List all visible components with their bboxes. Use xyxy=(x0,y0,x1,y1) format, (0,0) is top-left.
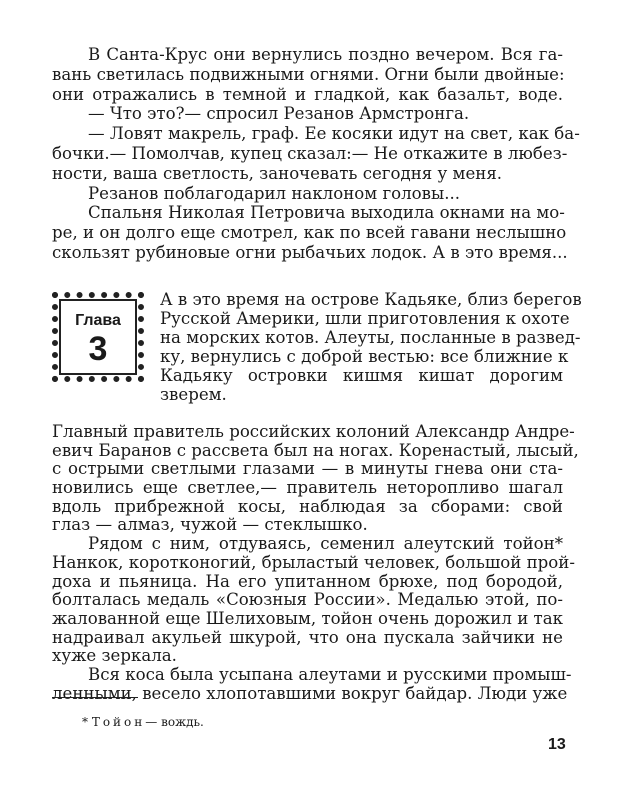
text-line: Рядом с ним, отдуваясь, семенил алеутский тойон* xyxy=(88,534,563,554)
page-number: 13 xyxy=(548,736,566,753)
text-line: Резанов поблагодарил наклоном головы... xyxy=(88,183,461,203)
footnote-term: Тойон xyxy=(91,715,146,729)
text-line: ленными, весело хлопотавшими вокруг байдар. Люди уже xyxy=(52,683,568,703)
text-line: доха и пьяница. На его упитанном брюхе, под бородой, xyxy=(52,571,563,591)
text-line: В Санта-Крус они вернулись поздно вечером. Вся га- xyxy=(88,45,563,64)
chapter-number: 3 xyxy=(88,330,108,368)
text-line: Кадьяку островки кишмя кишат дорогим xyxy=(160,366,563,385)
text-line: ку, вернулись с доброй вестью: все ближние к xyxy=(160,347,569,366)
text-line: скользят рубиновые огни рыбачьих лодок. А в это время... xyxy=(52,242,568,262)
text-line: — Ловят макрель, граф. Ее косяки идут на свет, как ба- xyxy=(88,124,580,144)
text-line: Спальня Николая Петровича выходила окнами на мо- xyxy=(88,203,565,223)
text-line: А в это время на острове Кадьяке, близ берегов xyxy=(160,290,582,309)
text-line: зверем. xyxy=(160,385,227,404)
chapter-label: Глава xyxy=(75,312,121,329)
text-line: вань светилась подвижными огнями. Огни были двойные: xyxy=(52,64,565,84)
chapter-heading-ornament xyxy=(52,292,144,382)
footnote-divider xyxy=(52,697,138,698)
text-line: Главный правитель российских колоний Александр Андре- xyxy=(52,422,575,441)
text-line: жалованной еще Шелиховым, тойон очень дорожил и так xyxy=(52,608,563,628)
text-line: хуже зеркала. xyxy=(52,646,177,666)
chapter-body xyxy=(52,422,579,703)
footnote xyxy=(82,715,204,729)
text-line: ности, ваша светлость, заночевать сегодня у меня. xyxy=(52,163,503,183)
text-line: вдоль прибрежной косы, наблюдая за сборами: свой xyxy=(52,496,563,516)
text-line: они отражались в темной и гладкой, как базальт, воде. xyxy=(52,84,563,104)
intro-section xyxy=(52,45,580,263)
text-line: надраивал акульей шкурой, что она пускала зайчики не xyxy=(52,627,563,647)
text-line: новились еще светлее,— правитель неторопливо шагал xyxy=(52,478,563,498)
text-line: Нанкок, коротконогий, брыластый человек, большой прой- xyxy=(52,552,575,572)
footnote-definition: — вождь. xyxy=(145,715,204,729)
text-line: — Что это?— спросил Резанов Армстронга. xyxy=(88,104,470,124)
text-line: глаз — алмаз, чужой — стеклышко. xyxy=(52,515,368,535)
text-line: болталась медаль «Союзныя России». Медалью этой, по- xyxy=(52,590,563,610)
text-line: Вся коса была усыпана алеутами и русскими промыш- xyxy=(88,664,572,684)
text-line: Русской Америки, шли приготовления к охоте xyxy=(160,309,570,328)
text-line: на морских котов. Алеуты, посланные в развед- xyxy=(160,328,581,347)
text-line: бочки.— Помолчав, купец сказал:— Не откажите в любез- xyxy=(52,143,568,163)
text-line: евич Баранов с рассвета был на ногах. Коренастый, лысый, xyxy=(52,440,579,460)
text-line: ре, и он долго еще смотрел, как по всей гавани неслышно xyxy=(52,223,567,243)
chapter-opening-paragraph xyxy=(160,290,582,404)
text-line: с острыми светлыми глазами — в минуты гнева они ста- xyxy=(52,459,563,479)
footnote-marker: * xyxy=(82,715,88,729)
